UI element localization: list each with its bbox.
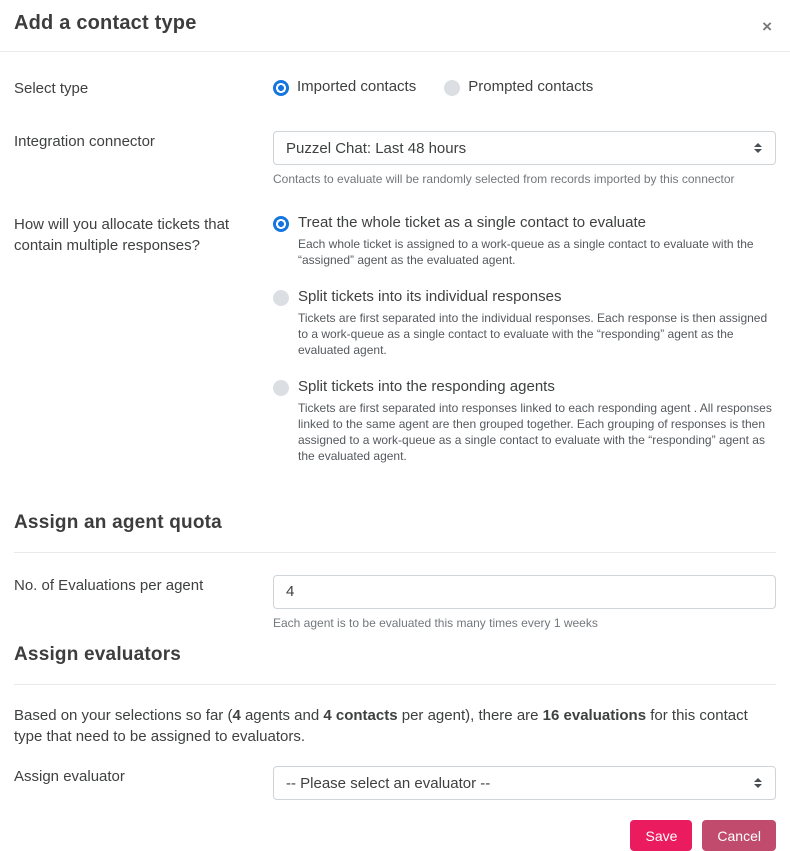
radio-imported-contacts-label: Imported contacts [297, 78, 417, 95]
cancel-button[interactable]: Cancel [702, 820, 776, 851]
radio-split-agents-description: Tickets are first separated into responses linked to each responding agent . All responses linked to the same agent are then grouped together. Each grouping of responses is then assigned to a work-queue as a single contact to evaluate with the “responding” agent as the evaluated agent. [298, 400, 772, 463]
radio-selected-icon[interactable] [273, 216, 289, 232]
allocation-label: How will you allocate tickets that contain multiple responses? [14, 216, 230, 254]
radio-unselected-icon[interactable] [273, 290, 289, 306]
select-caret-icon [754, 143, 762, 153]
close-icon[interactable]: × [758, 14, 776, 39]
radio-split-agents[interactable] [273, 378, 776, 465]
evaluations-row [14, 575, 776, 630]
radio-selected-icon[interactable] [273, 80, 289, 96]
evaluations-label: No. of Evaluations per agent [14, 576, 204, 594]
radio-split-responses[interactable] [273, 288, 776, 359]
modal-header [0, 0, 790, 52]
radio-prompted-contacts-label: Prompted contacts [468, 78, 594, 95]
integration-connector-row [14, 131, 776, 186]
agent-quota-heading: Assign an agent quota [14, 512, 776, 553]
page-title: Add a contact type [14, 12, 197, 34]
select-type-label: Select type [14, 80, 89, 97]
radio-whole-ticket[interactable] [273, 214, 776, 269]
summary-contacts-count: 4 contacts [323, 706, 398, 724]
summary-evaluations-count: 16 evaluations [542, 706, 647, 724]
select-caret-icon [754, 778, 762, 788]
evaluations-helper: Each agent is to be evaluated this many times every 1 weeks [273, 615, 598, 630]
allocation-row [14, 214, 776, 484]
radio-split-responses-description: Tickets are first separated into the individual responses. Each response is then assigned to a work-queue as a single contact to evaluate with the “responding” agent as the evaluated agent. [298, 310, 768, 357]
summary-text: agents and [240, 706, 324, 724]
evaluations-per-agent-input[interactable] [273, 575, 776, 609]
summary-agents-count: 4 [232, 706, 241, 724]
assign-evaluator-row [14, 766, 776, 800]
radio-whole-ticket-description: Each whole ticket is assigned to a work-queue as a single contact to evaluate with the “assigned” agent as the evaluated agent. [298, 237, 754, 267]
integration-connector-selected-value: Puzzel Chat: Last 48 hours [286, 139, 467, 157]
assign-evaluator-label: Assign evaluator [14, 768, 125, 786]
evaluations-summary [14, 705, 776, 749]
integration-connector-helper: Contacts to evaluate will be randomly selected from records imported by this connector [273, 172, 735, 186]
summary-text: for this contact type that need to be assigned to evaluators. [14, 706, 748, 746]
save-button[interactable]: Save [630, 820, 692, 851]
radio-split-responses-title: Split tickets into its individual responses [298, 287, 562, 305]
assign-evaluator-select[interactable] [273, 766, 776, 800]
radio-imported-contacts[interactable] [273, 78, 416, 99]
summary-text: Based on your selections so far ( [14, 706, 233, 724]
radio-unselected-icon[interactable] [444, 80, 460, 96]
integration-connector-label: Integration connector [14, 133, 155, 150]
select-type-row [14, 78, 776, 99]
action-buttons [14, 820, 776, 851]
evaluators-heading: Assign evaluators [14, 644, 776, 685]
radio-whole-ticket-title: Treat the whole ticket as a single contact to evaluate [298, 214, 646, 231]
radio-split-agents-title: Split tickets into the responding agents [298, 377, 555, 395]
radio-prompted-contacts[interactable] [444, 78, 593, 99]
summary-text: per agent), there are [397, 706, 543, 724]
assign-evaluator-selected-value: -- Please select an evaluator -- [286, 774, 491, 792]
integration-connector-select[interactable] [273, 131, 776, 165]
radio-unselected-icon[interactable] [273, 380, 289, 396]
